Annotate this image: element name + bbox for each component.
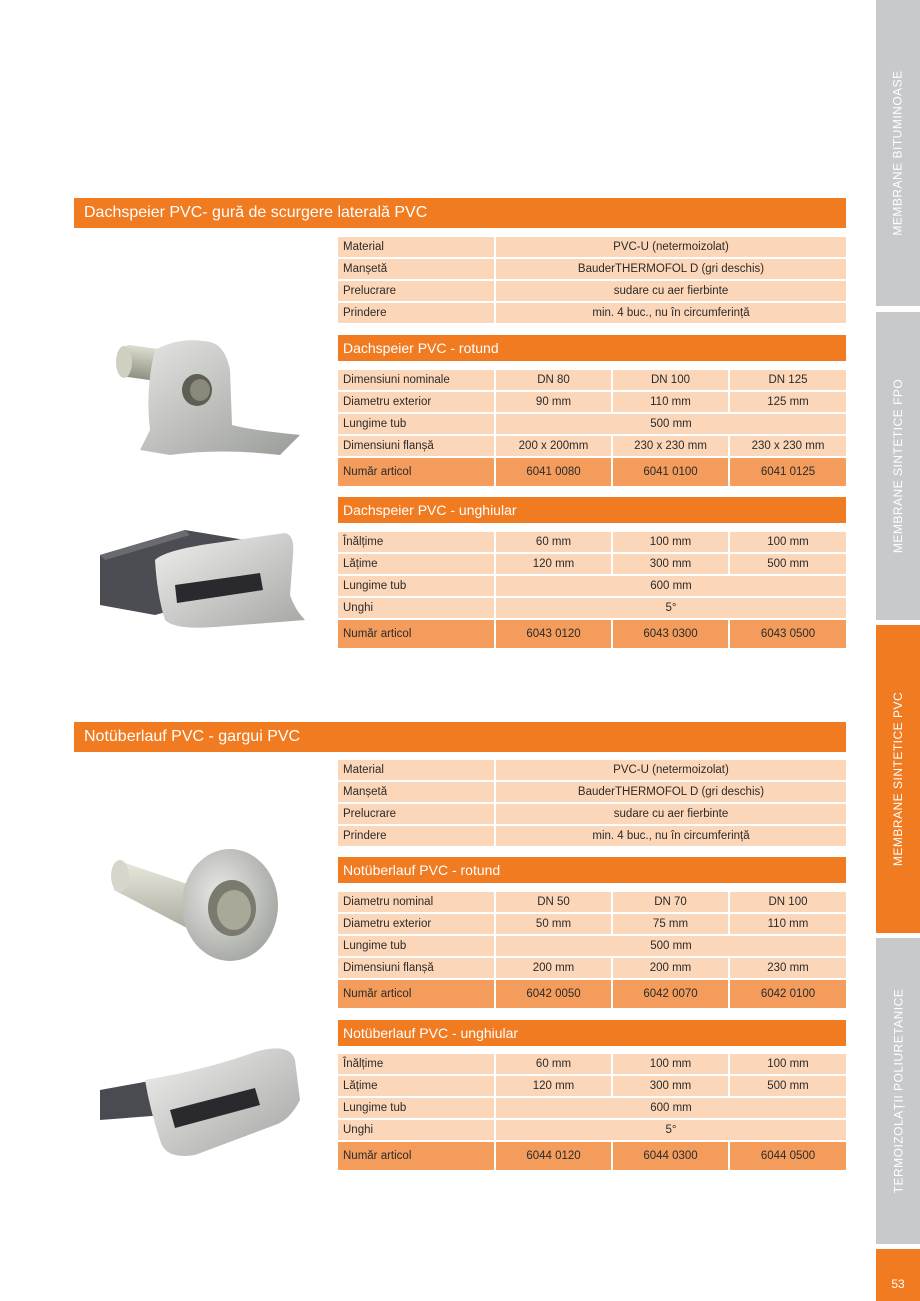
row-label: Lungime tub xyxy=(338,936,494,956)
article-row xyxy=(338,458,846,486)
row-value: 100 mm xyxy=(730,1054,846,1074)
article-number: 6041 0100 xyxy=(613,458,728,486)
row-value: min. 4 buc., nu în circumferință xyxy=(496,303,846,323)
row-value: PVC-U (netermoizolat) xyxy=(496,237,846,257)
row-value: DN 70 xyxy=(613,892,728,912)
tab-label: MEMBRANE BITUMINOASE xyxy=(891,70,906,236)
article-number: 6044 0500 xyxy=(730,1142,846,1170)
row-label: Înălțime xyxy=(338,1054,494,1074)
row-value: 500 mm xyxy=(730,554,846,574)
article-row xyxy=(338,1142,846,1170)
row-label: Material xyxy=(338,237,494,257)
article-number: 6042 0070 xyxy=(613,980,728,1008)
row-label: Unghi xyxy=(338,1120,494,1140)
table-row xyxy=(338,914,846,934)
subsection-title: Notüberlauf PVC - rotund xyxy=(338,857,846,883)
row-value: sudare cu aer fierbinte xyxy=(496,281,846,301)
row-label: Număr articol xyxy=(338,1142,494,1170)
row-value: DN 50 xyxy=(496,892,611,912)
row-value: 5° xyxy=(496,1120,846,1140)
row-label: Lungime tub xyxy=(338,414,494,434)
tab-membrane-sintetice-pvc[interactable] xyxy=(876,625,920,933)
table-row xyxy=(338,782,846,802)
row-value: DN 100 xyxy=(730,892,846,912)
article-number: 6044 0120 xyxy=(496,1142,611,1170)
row-label: Prindere xyxy=(338,303,494,323)
table-row xyxy=(338,1098,846,1118)
section-title: Dachspeier PVC- gură de scurgere laterală PVC xyxy=(74,198,846,228)
row-value: 300 mm xyxy=(613,554,728,574)
row-label: Unghi xyxy=(338,598,494,618)
row-value: 600 mm xyxy=(496,1098,846,1118)
row-value: 600 mm xyxy=(496,576,846,596)
table-row xyxy=(338,554,846,574)
page-number: 53 xyxy=(876,1249,920,1301)
row-value: 110 mm xyxy=(613,392,728,412)
article-number: 6043 0120 xyxy=(496,620,611,648)
row-value: DN 125 xyxy=(730,370,846,390)
row-label: Lungime tub xyxy=(338,1098,494,1118)
row-label: Înălțime xyxy=(338,532,494,552)
row-label: Dimensiuni nominale xyxy=(338,370,494,390)
row-value: 500 mm xyxy=(496,936,846,956)
row-label: Număr articol xyxy=(338,980,494,1008)
tab-label: MEMBRANE SINTETICE FPO xyxy=(891,378,906,554)
row-value: 200 mm xyxy=(496,958,611,978)
article-number: 6041 0080 xyxy=(496,458,611,486)
row-label: Dimensiuni flanșă xyxy=(338,958,494,978)
row-label: Material xyxy=(338,760,494,780)
row-value: 90 mm xyxy=(496,392,611,412)
subsection-title: Dachspeier PVC - unghiular xyxy=(338,497,846,523)
row-value: 60 mm xyxy=(496,532,611,552)
table-row xyxy=(338,303,846,323)
row-label: Manșetă xyxy=(338,259,494,279)
article-number: 6041 0125 xyxy=(730,458,846,486)
row-label: Diametru nominal xyxy=(338,892,494,912)
article-number: 6042 0050 xyxy=(496,980,611,1008)
table-row xyxy=(338,760,846,780)
article-number: 6043 0300 xyxy=(613,620,728,648)
tab-membrane-sintetice-fpo[interactable] xyxy=(876,312,920,620)
tab-termoizolatii-poliuretanice[interactable] xyxy=(876,938,920,1244)
article-number: 6042 0100 xyxy=(730,980,846,1008)
row-value: min. 4 buc., nu în circumferință xyxy=(496,826,846,846)
row-value: 125 mm xyxy=(730,392,846,412)
table-row xyxy=(338,237,846,257)
row-value: PVC-U (netermoizolat) xyxy=(496,760,846,780)
row-value: 200 x 200mm xyxy=(496,436,611,456)
row-value: DN 80 xyxy=(496,370,611,390)
table-row xyxy=(338,826,846,846)
table-row xyxy=(338,259,846,279)
row-value: 500 mm xyxy=(730,1076,846,1096)
row-value: 120 mm xyxy=(496,1076,611,1096)
table-row xyxy=(338,532,846,552)
table-row xyxy=(338,392,846,412)
row-value: 230 mm xyxy=(730,958,846,978)
tab-membrane-bituminoase[interactable] xyxy=(876,0,920,306)
table-row xyxy=(338,958,846,978)
row-value: 230 x 230 mm xyxy=(730,436,846,456)
dachspeier-angular-image xyxy=(95,525,310,635)
article-row xyxy=(338,620,846,648)
row-label: Lungime tub xyxy=(338,576,494,596)
table-row xyxy=(338,1120,846,1140)
table-row xyxy=(338,936,846,956)
row-label: Prelucrare xyxy=(338,281,494,301)
row-value: 5° xyxy=(496,598,846,618)
row-value: 500 mm xyxy=(496,414,846,434)
row-value: 300 mm xyxy=(613,1076,728,1096)
side-tabs xyxy=(876,0,920,1301)
section-title: Notüberlauf PVC - gargui PVC xyxy=(74,722,846,752)
row-label: Lățime xyxy=(338,554,494,574)
table-row xyxy=(338,576,846,596)
notuberlauf-angular-image xyxy=(95,1040,310,1160)
row-value: 50 mm xyxy=(496,914,611,934)
row-value: 200 mm xyxy=(613,958,728,978)
row-value: 110 mm xyxy=(730,914,846,934)
subsection-title: Dachspeier PVC - rotund xyxy=(338,335,846,361)
table-row xyxy=(338,1076,846,1096)
row-label: Dimensiuni flanșă xyxy=(338,436,494,456)
notuberlauf-round-image xyxy=(110,840,285,965)
row-label: Număr articol xyxy=(338,458,494,486)
tab-label: TERMOIZOLAȚII POLIURETANICE xyxy=(891,988,906,1194)
row-value: 100 mm xyxy=(613,1054,728,1074)
table-row xyxy=(338,370,846,390)
row-label: Prelucrare xyxy=(338,804,494,824)
article-number: 6044 0300 xyxy=(613,1142,728,1170)
dachspeier-round-image xyxy=(100,330,310,460)
row-label: Număr articol xyxy=(338,620,494,648)
row-value: 60 mm xyxy=(496,1054,611,1074)
table-row xyxy=(338,436,846,456)
row-label: Manșetă xyxy=(338,782,494,802)
subsection-title: Notüberlauf PVC - unghiular xyxy=(338,1020,846,1046)
article-row xyxy=(338,980,846,1008)
row-value: BauderTHERMOFOL D (gri deschis) xyxy=(496,782,846,802)
table-row xyxy=(338,892,846,912)
row-value: BauderTHERMOFOL D (gri deschis) xyxy=(496,259,846,279)
row-label: Lățime xyxy=(338,1076,494,1096)
article-number: 6043 0500 xyxy=(730,620,846,648)
row-value: DN 100 xyxy=(613,370,728,390)
table-row xyxy=(338,1054,846,1074)
table-row xyxy=(338,804,846,824)
tab-label: MEMBRANE SINTETICE PVC xyxy=(891,691,906,867)
table-row xyxy=(338,598,846,618)
row-value: 120 mm xyxy=(496,554,611,574)
row-value: 100 mm xyxy=(730,532,846,552)
row-label: Diametru exterior xyxy=(338,914,494,934)
row-label: Diametru exterior xyxy=(338,392,494,412)
row-value: 100 mm xyxy=(613,532,728,552)
table-row xyxy=(338,414,846,434)
table-row xyxy=(338,281,846,301)
row-value: 75 mm xyxy=(613,914,728,934)
row-value: 230 x 230 mm xyxy=(613,436,728,456)
row-label: Prindere xyxy=(338,826,494,846)
row-value: sudare cu aer fierbinte xyxy=(496,804,846,824)
